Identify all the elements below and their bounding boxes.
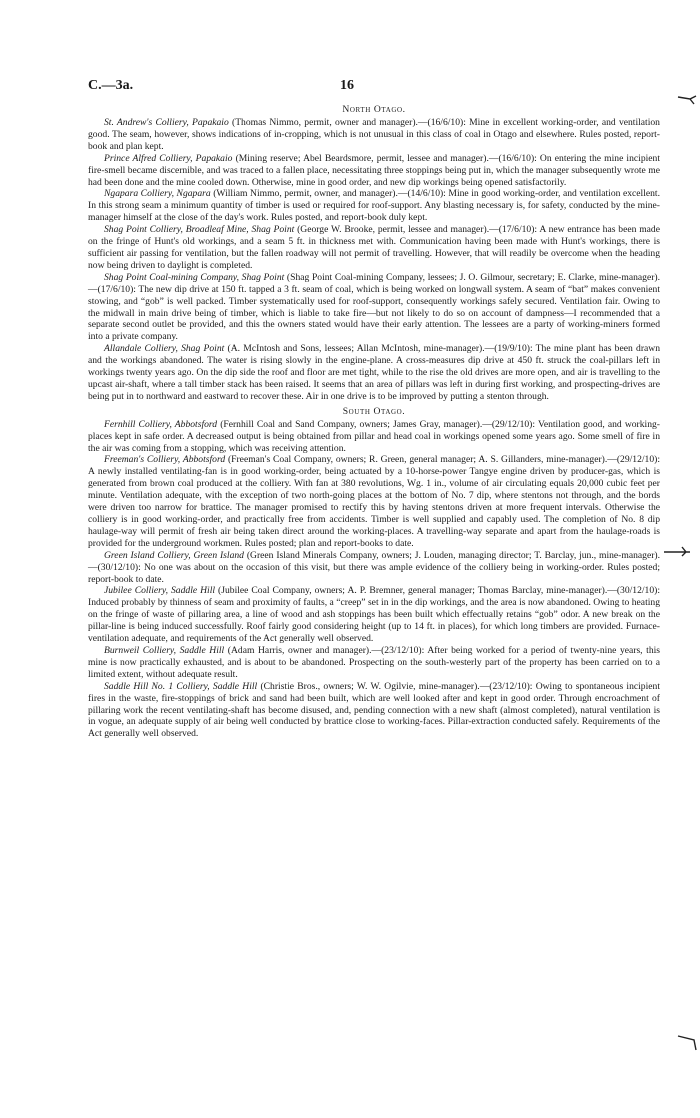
entry-name: Shag Point Colliery, Broadleaf Mine, Shag Point <box>104 224 295 236</box>
section-title-north-otago: North Otago. <box>342 104 406 115</box>
south-otago-entries <box>88 419 660 740</box>
entry-text: (Thomas Nimmo, permit, owner and manager).—(16/6/10): Mine in excellent working-order, and ventilation good. The seam, however, shows indications of in-cropping, which is not unusual in this class of coal in Otago and elsewhere. Rules posted, report-book and plan kept. <box>88 117 660 152</box>
entry-name: Green Island Colliery, Green Island <box>104 549 244 561</box>
entry-text: (Shag Point Coal-mining Company, lessees; J. O. Gilmour, secretary; E. Clarke, mine-manager).—(17/6/10): The new dip drive at 150 ft. tapped a 3 ft. seam of coal, which is being worked on longwall system. A seam of “bat” makes convenient stowing, and “gob” is well packed. Timber systematically used for roof-support, consequently workings safely secured. Ventilation fair. Owing to the midwall in main drive being of timber, which is liable to take fire—but not likely to do so on account of dampness—I recommended that a separate second outlet be provided, and this the owners stated would have their early attention. The lessees are a party of working-miners formed into a private company. <box>88 271 660 343</box>
page-header <box>88 78 660 100</box>
entry-name: Jubilee Colliery, Saddle Hill <box>104 585 216 597</box>
north-otago-entries <box>88 117 660 403</box>
entry-fernhill-colliery <box>88 419 660 455</box>
entry-text: (William Nimmo, permit, owner, and manager).—(14/6/10): Mine in good working-order, and ventilation excellent. In this strong seam a minimum quantity of timber is used or required for roof-support. Any blasting necessary is, for safety, conducted by the mine-manager himself at the close of the day's work. Rules posted, and report-book duly kept. <box>88 188 660 224</box>
entry-st-andrews-colliery <box>88 117 660 153</box>
margin-mark-middle <box>664 544 686 558</box>
entry-name: Saddle Hill No. 1 Colliery, Saddle Hill <box>104 680 258 692</box>
margin-mark-top <box>676 92 698 106</box>
section-title-south-otago: South Otago. <box>342 405 406 417</box>
entry-name: Ngapara Colliery, Ngapara <box>104 188 211 200</box>
entry-name: Shag Point Coal-mining Company, Shag Point <box>104 271 285 283</box>
entry-name: Prince Alfred Colliery, Papakaio <box>104 152 233 164</box>
entry-text: (George W. Brooke, permit, lessee and manager).—(17/6/10): A new entrance has been made on the fringe of Hunt's old workings, and a seam 5 ft. in thickness met with. Communication having been made with Hunt's workings, there is sufficient air passing for ventilation, but the fallen roadway will not permit of travelling. However, that will readily be overcome when the heading now being driven to daylight is completed. <box>88 224 660 271</box>
entry-freemans-colliery <box>88 454 660 549</box>
entry-text: (Mining reserve; Abel Beardsmore, permit, lessee and manager).—(16/6/10): On entering the mine incipient fire-smell became discernible, and was traced to a fallen place, necessitating three stoppings being put in, which the manager subsequently wrote me had been done and the mine cooled down. Otherwise, mine in good order, and new dip workings being opened satisfactorily. <box>88 152 661 188</box>
margin-mark-bottom <box>676 1030 698 1044</box>
entry-allandale-colliery <box>88 343 660 403</box>
entry-prince-alfred-colliery <box>88 153 660 189</box>
entry-name: Burnweil Colliery, Saddle Hill <box>104 644 225 656</box>
entry-text: (A. McIntosh and Sons, lessees; Allan McIntosh, mine-manager).—(19/9/10): The mine plant has been drawn and the workings abandoned. The water is rising slowly in the engine-plane. A cross-measures dip drive at 450 ft. struck the coal-pillars left in workings twenty years ago. On the dip side the roof and floor are met tight, while to the rise the old drives are more open, and air is travelling to the upcast air-shaft, where a tall timber stack has been raised. It seems that an area of pillars was left in during first working, and prospecting-drives are being put in to northward and eastward to recover these. Air in one drive is to be improved by putting a stenton through. <box>88 343 660 402</box>
entry-name: Allandale Colliery, Shag Point <box>104 343 225 355</box>
entry-saddle-hill-no1-colliery <box>88 681 660 741</box>
entry-shag-point-coal-mining <box>88 272 660 343</box>
entry-burnweil-colliery <box>88 645 660 681</box>
entry-name: Freeman's Colliery, Abbotsford <box>104 454 226 466</box>
entry-text: (Jubilee Coal Company, owners; A. P. Bremner, general manager; Thomas Barclay, mine-manager).—(30/12/10): Induced probably by thinness of seam and proximity of faults, a “creep” set in in the dip workings, and the area is now abandoned. Owing to heating on the fringe of waste of pillaring area, a line of wood and ash stoppings has been built which effectually retains “gob” odor. A new break on the pillar-line is being induced successfully. Roof fairly good considering height (up to 14 ft. in places), for which long timbers are provided. Furnace-ventilation adequate, and requirements of the Act generally well observed. <box>88 585 660 645</box>
entry-name: Fernhill Colliery, Abbotsford <box>104 418 218 430</box>
document-reference: C.—3a. <box>88 78 134 93</box>
entry-ngapara-colliery <box>88 188 660 224</box>
entry-jubilee-colliery <box>88 585 660 645</box>
document-page <box>88 78 660 740</box>
page-number: 16 <box>340 78 354 93</box>
entry-text: (Christie Bros., owners; W. W. Ogilvie, mine-manager).—(23/12/10): Owing to spontaneous incipient fires in the waste, fire-stoppings of brick and sand had been built, which are well looked after and kept in good order. Through encroachment of pillaring work the recent ventilating-shaft has become disused, and, pending connection with a new shaft (almost completed), natural ventilation is in vogue, an adequate supply of air being well conducted by brattice close to working-faces. Pillar-extraction conducted safely. Requirements of the Act generally well observed. <box>88 680 660 740</box>
entry-text: (Adam Harris, owner and manager).—(23/12/10): After being worked for a period of twenty-nine years, this mine is now practically exhausted, and is about to be abandoned. Prospecting on the south-westerly part of the property has been carried on to a limited extent, without adequate result. <box>88 644 661 680</box>
entry-text: (Fernhill Coal and Sand Company, owners; James Gray, manager).—(29/12/10): Ventilation good, and working-places kept in safe order. A decreased output is being obtained from pillar and head coal in workings opened some years ago. Some smell of fire in the air was coming from a stopping, which was receiving attention. <box>88 418 660 454</box>
entry-text: (Green Island Minerals Company, owners; J. Louden, managing director; T. Barclay, jun., mine-manager).—(30/12/10): No one was about on the occasion of this visit, but there was ample evidence of the colliery being in working-order. Rules posted; report-book to date. <box>88 549 660 585</box>
entry-green-island-colliery <box>88 550 660 586</box>
entry-text: (Freeman's Coal Company, owners; R. Green, general manager; A. S. Gillanders, mine-manager).—(29/12/10): A newly installed ventilating-fan is in good working-order, being actuated by a 10-horse-power Tangye engine driven by producer-gas, which is generated from brown coal produced at the colliery. With fan at 380 revolutions, Wg. 1 in., volume of air circulating equals 20,000 cubic feet per minute. Ventilation adequate, with the exception of two north-going places at the bottom of No. 7 dip, where stentons not through, and the bords were driven too narrow for brattice. The manager promised to rectify this by having stentons driven at more frequent intervals. Otherwise the colliery is in good working-order, and practically free from accidents. Timber is well supplied and capably used. The completion of No. 8 dip haulage-way will permit of fresh air being taken direct around the working-places. A travelling-way separate and apart from the haulage-roads is provided for the underground workmen. Rules posted; plan and report-books to date. <box>88 454 660 549</box>
entry-shag-point-broadleaf <box>88 224 660 272</box>
entry-name: St. Andrew's Colliery, Papakaio <box>104 117 229 128</box>
